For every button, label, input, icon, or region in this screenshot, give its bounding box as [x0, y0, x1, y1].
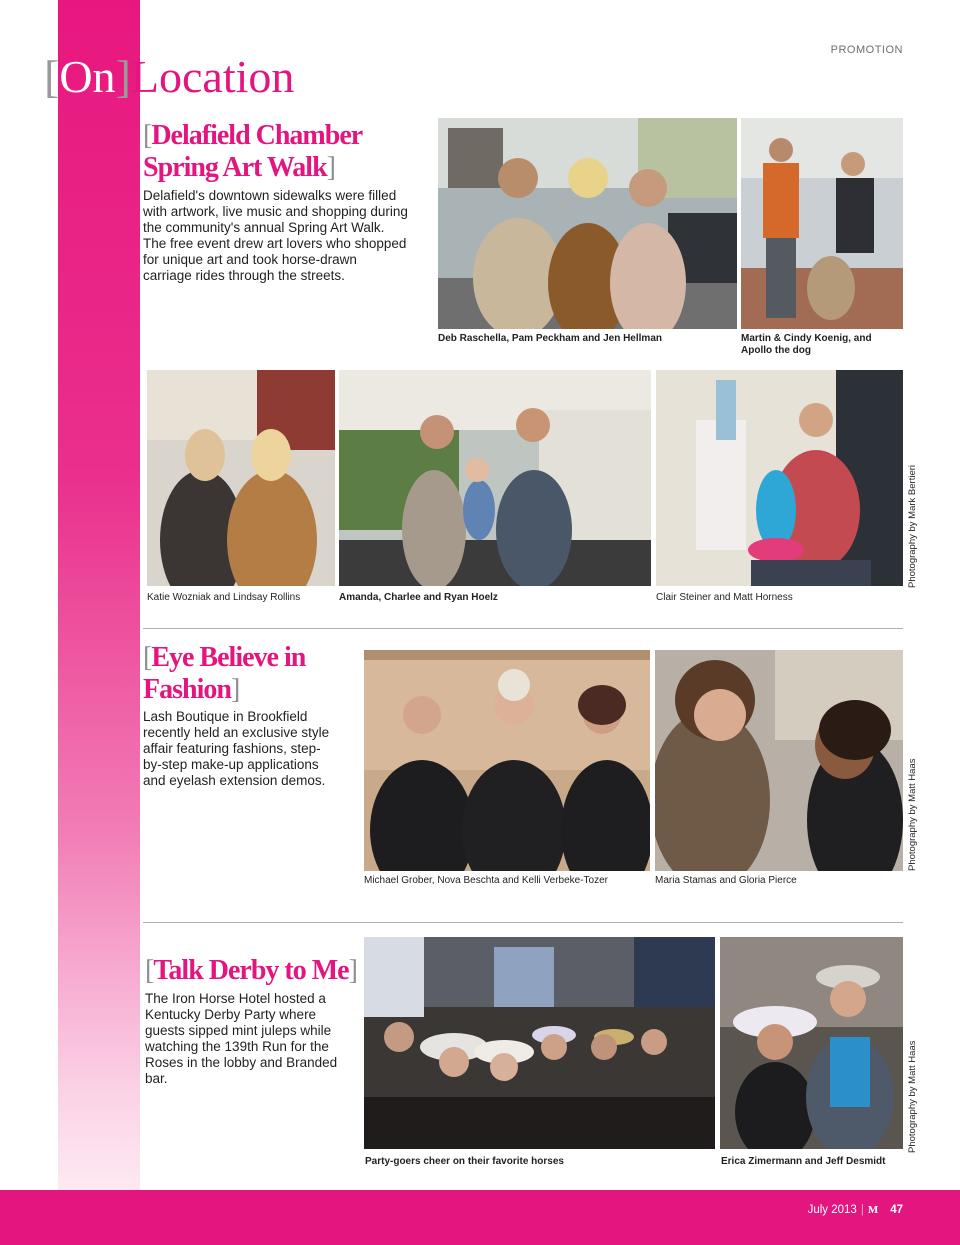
photo-two-women	[147, 370, 335, 586]
section-2-body: Lash Boutique in Brookfield recently held an exclusive style affair featuring fashions, step-by-step make-up applications and eyelash extension demos.	[143, 709, 330, 788]
section-2-title: [Eye Believe in Fashion]	[143, 642, 306, 705]
caption-photo-5: Clair Steiner and Matt Horness	[656, 592, 793, 603]
photo-credit-1: Photography by Mark Bertieri	[907, 464, 918, 588]
section-divider	[143, 922, 903, 923]
caption-photo-3: Katie Wozniak and Lindsay Rollins	[147, 592, 301, 603]
photo-three-women	[438, 118, 737, 329]
caption-photo-6: Michael Grober, Nova Beschta and Kelli Verbeke-Tozer	[364, 875, 609, 886]
masthead-on: On	[59, 51, 116, 102]
page-footer: July 2013 | M 47	[807, 1204, 903, 1216]
issue-date: July 2013	[807, 1204, 857, 1216]
photo-family	[339, 370, 651, 586]
caption-photo-9: Erica Zimermann and Jeff Desmidt	[721, 1156, 886, 1167]
photo-couple-with-dog	[741, 118, 903, 329]
photo-derby-party-crowd	[364, 937, 715, 1149]
photo-man-with-child	[656, 370, 903, 586]
section-divider	[143, 628, 903, 629]
masthead-title: [On]Location	[44, 51, 295, 102]
caption-photo-7: Maria Stamas and Gloria Pierce	[655, 875, 797, 886]
caption-photo-4: Amanda, Charlee and Ryan Hoelz	[339, 592, 498, 603]
caption-photo-1: Deb Raschella, Pam Peckham and Jen Hellman	[438, 333, 662, 344]
promotion-label: PROMOTION	[830, 44, 903, 56]
photo-couple-derby-hats	[720, 937, 903, 1149]
magazine-logo: M	[867, 1204, 879, 1216]
masthead-location: Location	[130, 51, 295, 102]
footer-bar	[0, 1190, 960, 1245]
caption-photo-2: Martin & Cindy Koenig, and Apollo the dog	[741, 333, 872, 356]
section-3-title: [Talk Derby to Me]	[145, 955, 357, 986]
photo-makeup-application	[655, 650, 903, 871]
section-3-body: The Iron Horse Hotel hosted a Kentucky Derby Party where guests sipped mint juleps while watching the 139th Run for the Roses in the lobby and Branded bar.	[145, 991, 338, 1086]
photo-credit-3: Photography by Matt Haas	[907, 1040, 918, 1153]
section-1-title: [Delafield Chamber Spring Art Walk]	[143, 120, 363, 183]
page-number: 47	[890, 1204, 903, 1216]
photo-lash-boutique-staff	[364, 650, 650, 871]
caption-photo-8: Party-goers cheer on their favorite horses	[365, 1156, 564, 1167]
section-1-body: Delafield's downtown sidewalks were filled with artwork, live music and shopping during the community's annual Spring Art Walk. The free event drew art lovers who shopped for unique art and took horse-drawn carriage rides through the streets.	[143, 188, 408, 283]
photo-credit-2: Photography by Matt Haas	[907, 758, 918, 871]
magenta-side-bar	[58, 0, 140, 1190]
